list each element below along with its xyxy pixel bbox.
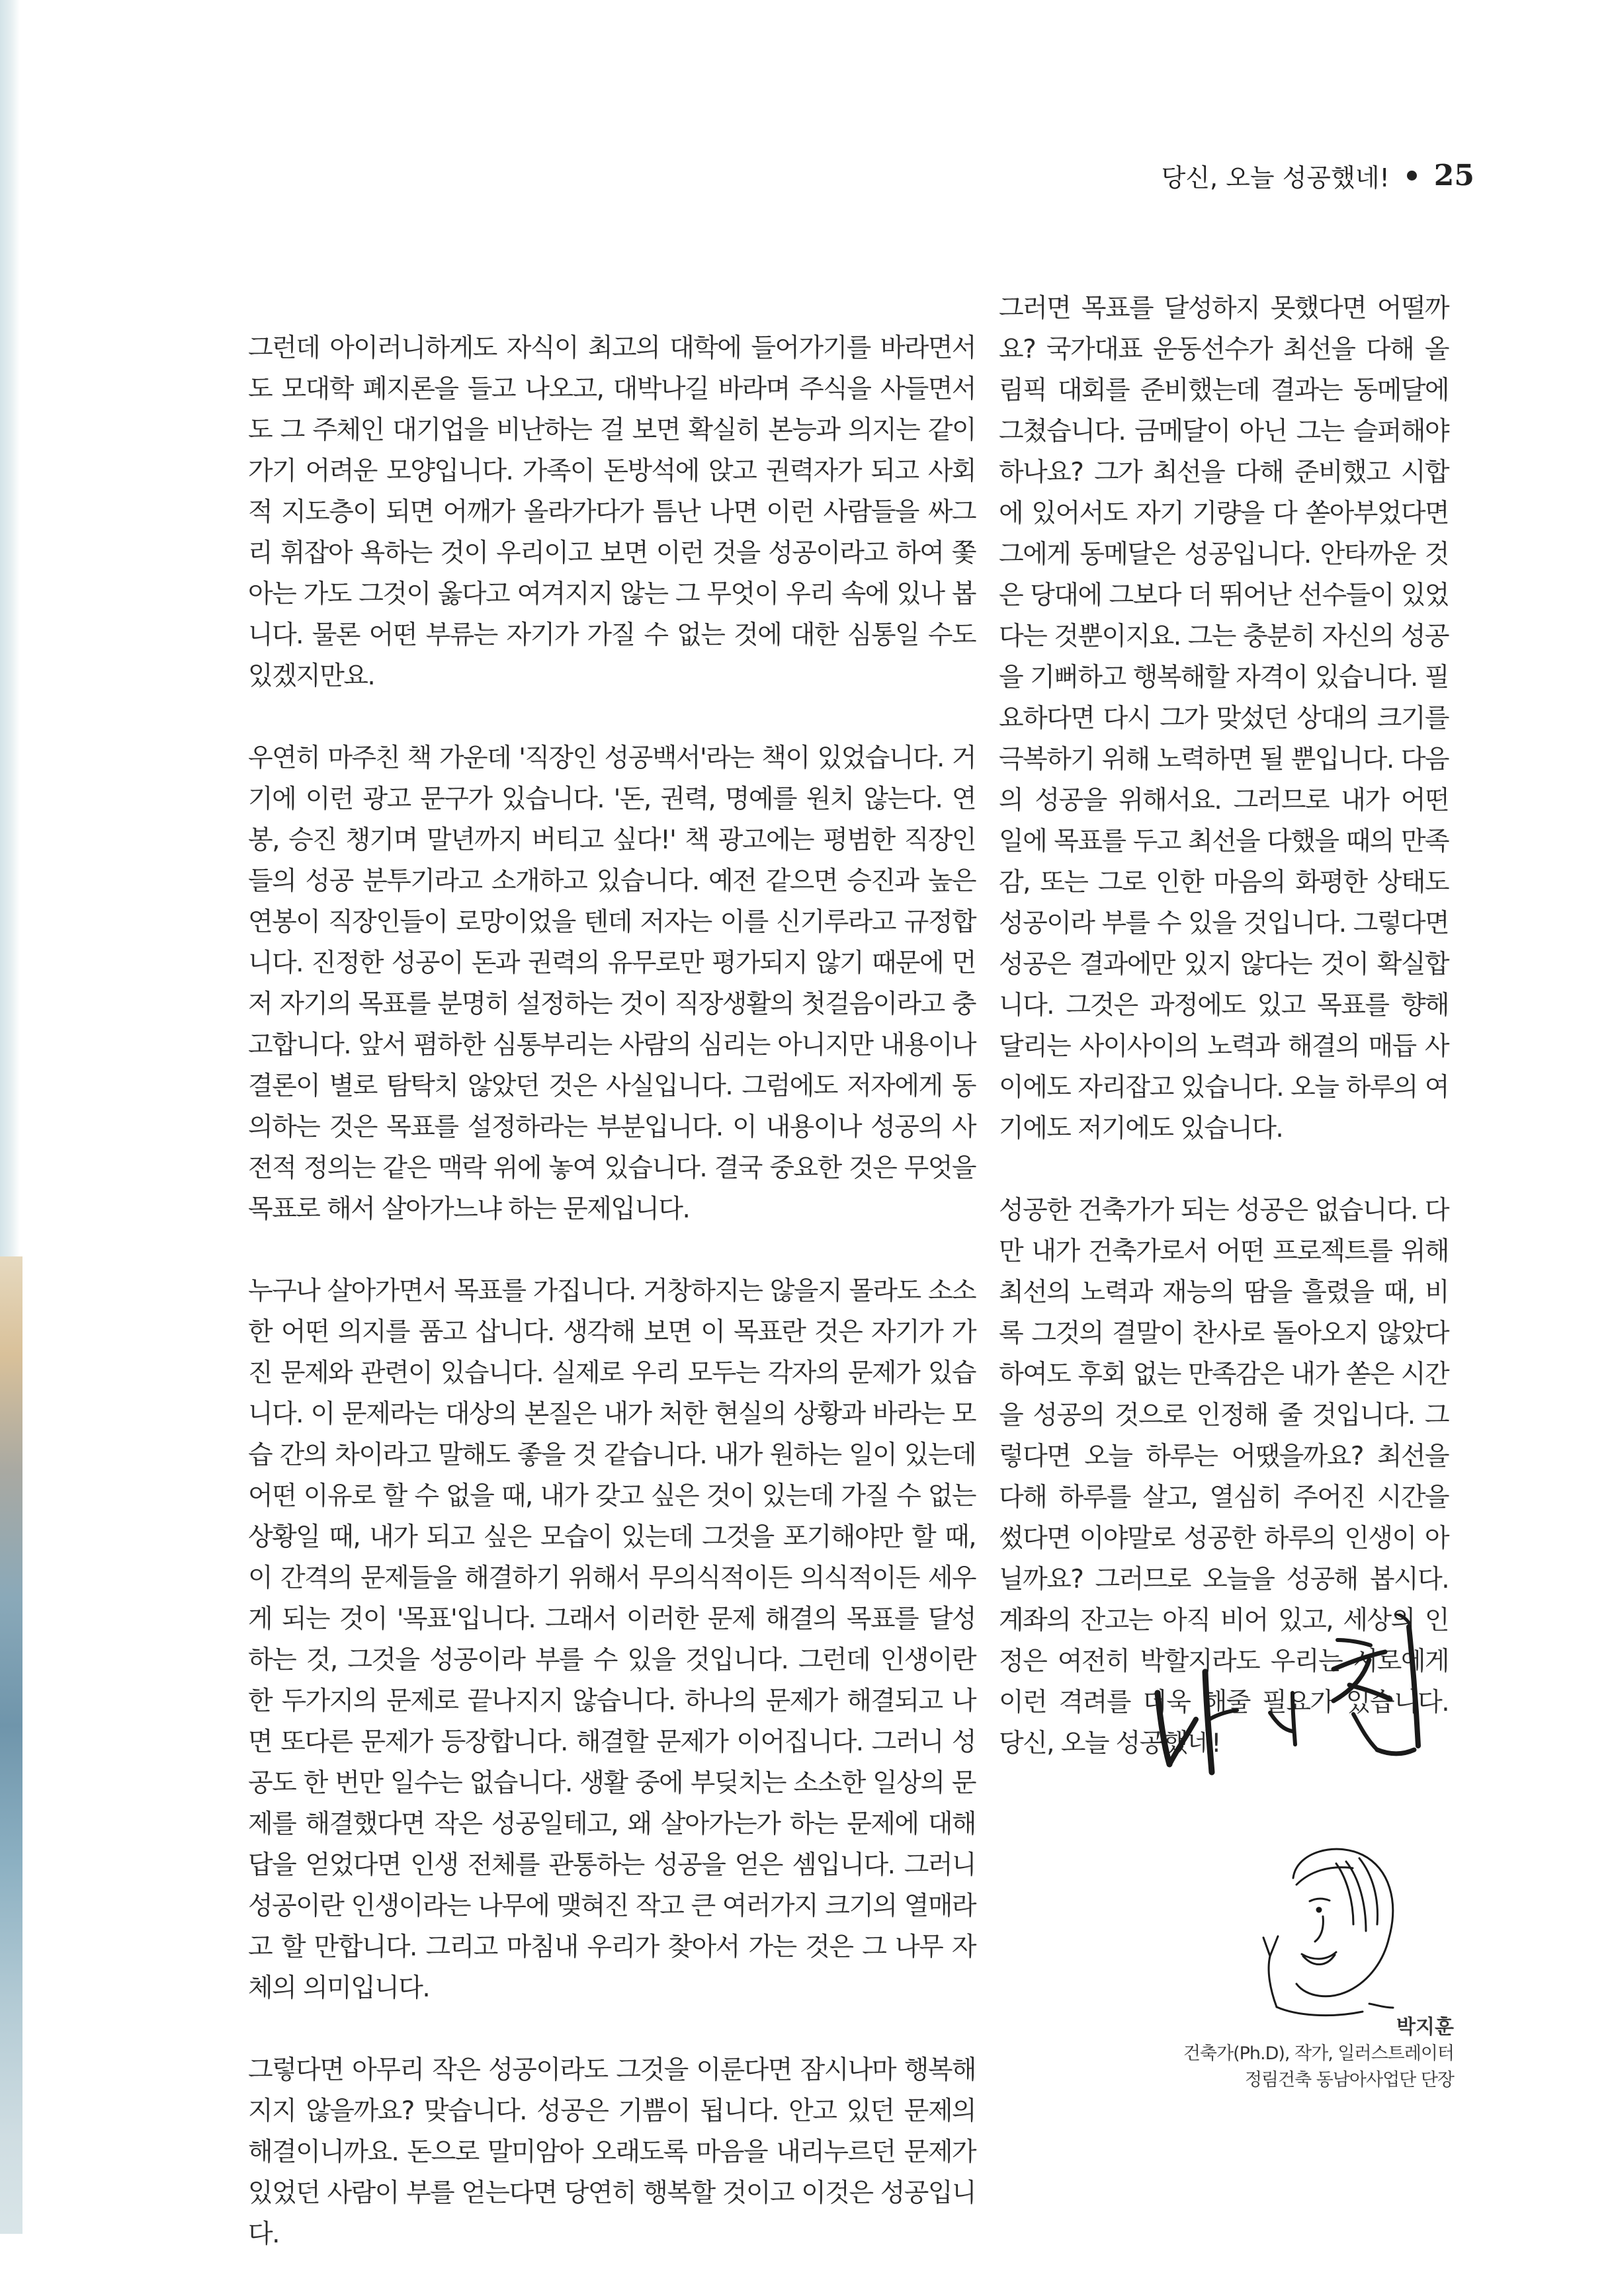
author-info [1183, 2041, 1454, 2094]
left-edge-photo-strip [0, 1256, 22, 2234]
right-column [999, 288, 1449, 1805]
right-paragraph-1: 그러면 목표를 달성하지 못했다면 어떨까요? 국가대표 운동선수가 최선을 다해 올림픽 대회를 준비했는데 결과는 동메달에 그쳤습니다. 금메달이 아닌 그는 슬퍼해야 하나요? 그가 최선을 다해 준비했고 시합에 있어서도 자기 기량을 다 쏟아부었다면 그에게 동메달은 성공입니다. 안타까운 것은 당대에 그보다 더 뛰어난 선수들이 있었다는 것뿐이지요. 그는 충분히 자신의 성공을 기뻐하고 행복해할 자격이 있습니다. 필요하다면 다시 그가 맞섰던 상대의 크기를 극복하기 위해 노력하면 될 뿐입니다. 다음의 성공을 위해서요. 그러므로 내가 어떤 일에 목표를 두고 최선을 다했을 때의 만족감, 또는 그로 인한 마음의 화평한 상태도 성공이라 부를 수 있을 것입니다. 그렇다면 성공은 결과에만 있지 않다는 것이 확실합니다. 그것은 과정에도 있고 목표를 향해 달리는 사이사이의 노력과 해결의 매듭 사이에도 자리잡고 있습니다. 오늘 하루의 여기에도 저기에도 있습니다. [999, 294, 1449, 1143]
author-title-line-2: 정림건축 동남아사업단 단장 [1244, 2070, 1454, 2090]
left-paragraph-2: 우연히 마주친 책 가운데 '직장인 성공백서'라는 책이 있었습니다. 거기에 이런 광고 문구가 있습니다. '돈, 권력, 명예를 원치 않는다. 연봉, 승진 챙기며 말년까지 버티고 싶다!' 책 광고에는 평범한 직장인들의 성공 분투기라고 소개하고 있습니다. 예전 같으면 승진과 높은 연봉이 직장인들이 로망이었을 텐데 저자는 이를 신기루라고 규정합니다. 진정한 성공이 돈과 권력의 유무로만 평가되지 않기 때문에 먼저 자기의 목표를 분명히 설정하는 것이 직장생활의 첫걸음이라고 충고합니다. 앞서 폄하한 심통부리는 사람의 심리는 아니지만 내용이나 결론이 별로 탐탁치 않았던 것은 사실입니다. 그럼에도 저자에게 동의하는 것은 목표를 설정하라는 부분입니다. 이 내용이나 성공의 사전적 정의는 같은 맥락 위에 놓여 있습니다. 결국 중요한 것은 무엇을 목표로 해서 살아가느냐 하는 문제입니다. [248, 743, 976, 1224]
left-paragraph-1: 그런데 아이러니하게도 자식이 최고의 대학에 들어가기를 바라면서도 모대학 폐지론을 들고 나오고, 대박나길 바라며 주식을 사들면서도 그 주체인 대기업을 비난하는 걸 보면 확실히 본능과 의지는 같이 가기 어려운 모양입니다. 가족이 돈방석에 앉고 권력자가 되고 사회적 지도층이 되면 어깨가 올라가다가 틈난 나면 이런 사람들을 싸그리 휘잡아 욕하는 것이 우리이고 보면 이런 것을 성공이라고 하여 쫓아는 가도 그것이 옳다고 여겨지지 않는 그 무엇이 우리 속에 있나 봅니다. 물론 어떤 부류는 자기가 가질 수 없는 것에 대한 심통일 수도 있겠지만요. [248, 333, 976, 691]
left-edge-strip [0, 0, 20, 1256]
author-name: 박지훈 [1396, 2016, 1454, 2039]
handwritten-signature [1131, 1614, 1442, 1792]
running-title: 당신, 오늘 성공했네! [1161, 163, 1390, 192]
author-title-line-1: 건축가(Ph.D), 작가, 일러스트레이터 [1183, 2043, 1454, 2064]
bullet-dot-icon [1407, 171, 1417, 181]
running-header [1162, 157, 1474, 194]
author-caricature [1230, 1838, 1429, 2037]
left-paragraph-4: 그렇다면 아무리 작은 성공이라도 그것을 이룬다면 잠시나마 행복해지지 않을까요? 맞습니다. 성공은 기쁨이 됩니다. 안고 있던 문제의 해결이니까요. 돈으로 말미암아 오래도록 마음을 내리누르던 문제가 있었던 사람이 부를 얻는다면 당연히 행복할 것이고 이것은 성공입니다. [248, 2055, 976, 2249]
left-paragraph-3: 누구나 살아가면서 목표를 가집니다. 거창하지는 않을지 몰라도 소소한 어떤 의지를 품고 삽니다. 생각해 보면 이 목표란 것은 자기가 가진 문제와 관련이 있습니다. 실제로 우리 모두는 각자의 문제가 있습니다. 이 문제라는 대상의 본질은 내가 처한 현실의 상황과 바라는 모습 간의 차이라고 말해도 좋을 것 같습니다. 내가 원하는 일이 있는데 어떤 이유로 할 수 없을 때, 내가 갖고 싶은 것이 있는데 가질 수 없는 상황일 때, 내가 되고 싶은 모습이 있는데 그것을 포기해야만 할 때, 이 간격의 문제들을 해결하기 위해서 무의식적이든 의식적이든 세우게 되는 것이 '목표'입니다. 그래서 이러한 문제 해결의 목표를 달성하는 것, 그것을 성공이라 부를 수 있을 것입니다. 그런데 인생이란 한 두가지의 문제로 끝나지지 않습니다. 하나의 문제가 해결되고 나면 또다른 문제가 등장합니다. 해결할 문제가 이어집니다. 그러니 성공도 한 번만 일수는 없습니다. 생활 중에 부딪치는 소소한 일상의 문제를 해결했다면 작은 성공일테고, 왜 살아가는가 하는 문제에 대해 답을 얻었다면 인생 전체를 관통하는 성공을 얻은 셈입니다. 그러니 성공이란 인생이라는 나무에 맺혀진 작고 큰 여러가지 크기의 열매라고 할 만합니다. 그리고 마침내 우리가 찾아서 가는 것은 그 나무 자체의 의미입니다. [248, 1276, 976, 2003]
page-number: 25 [1433, 159, 1474, 192]
left-column [248, 328, 976, 2296]
right-paragraph-2: 성공한 건축가가 되는 성공은 없습니다. 다만 내가 건축가로서 어떤 프로젝트를 위해 최선의 노력과 재능의 땀을 흘렸을 때, 비록 그것의 결말이 찬사로 돌아오지 않았다 하여도 후회 없는 만족감은 내가 쏟은 시간을 성공의 것으로 인정해 줄 것입니다. 그렇다면 오늘 하루는 어땠을까요? 최선을 다해 하루를 살고, 열심히 주어진 시간을 썼다면 이야말로 성공한 하루의 인생이 아닐까요? 그러므로 오늘을 성공해 봅시다. 계좌의 잔고는 아직 비어 있고, 세상의 인정은 여전히 박할지라도 우리는 서로에게 이런 격려를 더욱 해줄 필요가 있습니다. 당신, 오늘 성공했네! [999, 1196, 1449, 1758]
